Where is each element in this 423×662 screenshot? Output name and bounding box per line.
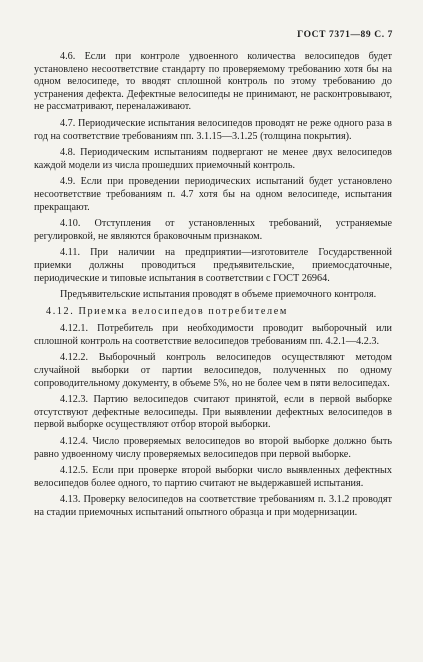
paragraph: 4.12.4. Число проверяемых велосипедов во второй выборке должно быть равно удвоенному числу проверяемых велосипедов при первой выборке.	[34, 436, 392, 460]
paragraph: 4.12.2. Выборочный контроль велосипедов осуществляют методом случайной выборки от партии велосипедов, полученных по одному сопроводительному документу, в объеме 5%, но не более чем в пяти велосипедах.	[34, 352, 392, 389]
paragraph: 4.11. При наличии на предприятии—изготовителе Государственной приемки должны проводиться предъявительские, приемосдаточные, периодические и типовые испытания в соответствии с ГОСТ 26964.	[34, 247, 392, 284]
paragraph: 4.6. Если при контроле удвоенного количества велосипедов будет установлено несоответствие стандарту по проверяемому требованию хотя бы на одном велосипеде, то вводят сплошной контроль по этому требованию до устранения дефекта. Дефектные велосипеды не принимают, не расконтровывают, не рассматривают, переналаживают.	[34, 51, 392, 113]
paragraph: 4.12.3. Партию велосипедов считают принятой, если в первой выборке отсутствуют дефектные велосипеды. При выявлении дефектных велосипедов в первой выборке осуществляют отбор второй выборки.	[34, 394, 392, 431]
paragraph: 4.12.5. Если при проверке второй выборки число выявленных дефектных велосипедов более одного, то партию считают не выдержавшей испытания.	[34, 465, 392, 489]
paragraph: 4.12.1. Потребитель при необходимости проводит выборочный или сплошной контроль на соответствие велосипедов требованиям пп. 4.2.1—4.2.3.	[34, 323, 392, 347]
paragraph: 4.7. Периодические испытания велосипедов проводят не реже одного раза в год на соответствие требованиям пп. 3.1.15—3.1.25 (толщина покрытия).	[34, 117, 392, 142]
paragraph: Предъявительские испытания проводят в объеме приемочного контроля.	[60, 289, 377, 301]
paragraph: 4.9. Если при проведении периодических испытаний будет установлено несоответствие требованиям п. 4.7 хотя бы на одном велосипеде, испытания прекращают.	[34, 176, 392, 213]
paragraph: 4.13. Проверку велосипедов на соответствие требованиям п. 3.1.2 проводят на стадии приемочных испытаний опытного образца и при модернизации.	[34, 494, 392, 518]
document-body	[34, 51, 392, 524]
page-header: ГОСТ 7371—89 С. 7	[297, 30, 393, 40]
paragraph: 4.10. Отступления от установленных требований, устраняемые регулировкой, не являются браковочным признаком.	[34, 218, 392, 242]
paragraph: 4.8. Периодическим испытаниям подвергают не менее двух велосипедов каждой модели из числа прошедших приемочный контроль.	[34, 147, 392, 171]
section-heading: 4.12. Приемка велосипедов потребителем	[46, 305, 288, 317]
